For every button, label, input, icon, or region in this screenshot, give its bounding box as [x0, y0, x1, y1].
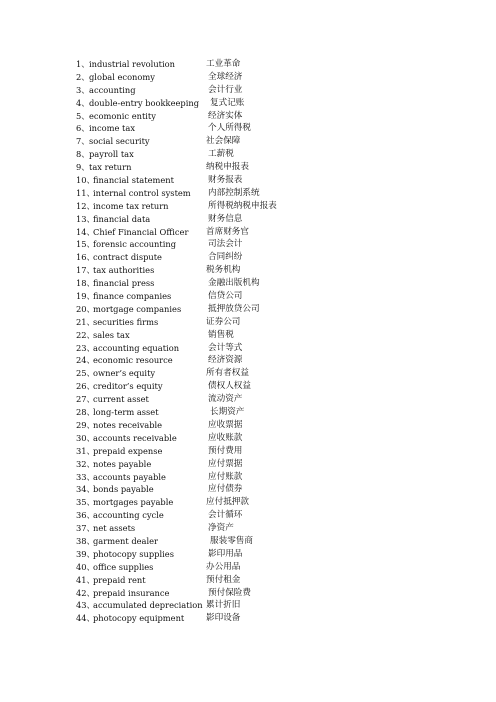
entry-number: 39、 — [76, 548, 95, 559]
chinese-term: 金融出版机构 — [208, 278, 260, 289]
chinese-term: 内部控制系统 — [208, 187, 260, 198]
english-term: securities firms — [93, 316, 159, 327]
entry-number: 25、 — [76, 368, 95, 379]
vocabulary-entry — [0, 290, 496, 303]
entry-number: 5、 — [76, 110, 90, 121]
entry-number: 26、 — [76, 381, 95, 392]
english-term: financial press — [93, 278, 155, 289]
english-term: accounts receivable — [93, 432, 177, 443]
chinese-term: 会计行业 — [208, 84, 243, 95]
english-term: social security — [89, 136, 150, 147]
chinese-term: 应付账款 — [208, 471, 243, 482]
entry-number: 32、 — [76, 458, 95, 469]
english-term: accounting — [89, 84, 136, 95]
english-term: internal control system — [93, 187, 191, 198]
english-term: prepaid rent — [93, 574, 146, 585]
entry-number: 11、 — [76, 187, 95, 198]
english-term: finance companies — [93, 291, 172, 302]
english-term: mortgage companies — [93, 303, 182, 314]
chinese-term: 办公用品 — [206, 561, 241, 572]
entry-number: 14、 — [76, 226, 95, 237]
english-term: long-term asset — [93, 407, 159, 418]
entry-number: 6、 — [76, 123, 90, 134]
chinese-term: 社会保障 — [206, 136, 241, 147]
entry-number: 41、 — [76, 574, 95, 585]
entry-number: 17、 — [76, 265, 95, 276]
entry-number: 37、 — [76, 523, 95, 534]
english-term: owner’s equity — [93, 368, 156, 379]
entry-number: 33、 — [76, 471, 95, 482]
english-term: ecomonic entity — [89, 110, 156, 121]
entry-number: 2、 — [76, 71, 90, 82]
entry-number: 3、 — [76, 84, 90, 95]
entry-number: 36、 — [76, 510, 95, 521]
chinese-term: 服装零售商 — [210, 535, 253, 546]
entry-number: 18、 — [76, 278, 95, 289]
entry-number: 28、 — [76, 407, 95, 418]
chinese-term: 经济实体 — [208, 110, 243, 121]
chinese-term: 首席财务官 — [206, 226, 249, 237]
english-term: forensic accounting — [93, 239, 177, 250]
vocabulary-entry — [0, 251, 496, 264]
chinese-term: 工薪税 — [208, 149, 234, 160]
english-term: industrial revolution — [89, 59, 175, 69]
english-term: notes payable — [93, 458, 152, 469]
vocabulary-entry — [0, 187, 496, 200]
chinese-term: 预付费用 — [208, 445, 243, 456]
chinese-term: 证券公司 — [206, 316, 241, 327]
chinese-term: 应收票据 — [208, 419, 243, 430]
vocabulary-entry — [0, 548, 496, 561]
vocabulary-entry — [0, 97, 496, 110]
english-term: global economy — [89, 71, 155, 82]
chinese-term: 净资产 — [208, 523, 234, 534]
entry-number: 1、 — [76, 59, 90, 69]
chinese-term: 应付抵押款 — [206, 497, 249, 508]
vocabulary-entry — [0, 496, 496, 509]
chinese-term: 财务报表 — [208, 175, 243, 186]
chinese-term: 经济资源 — [208, 355, 243, 366]
chinese-term: 影印用品 — [208, 548, 243, 559]
chinese-term: 应付债券 — [208, 484, 243, 495]
english-term: contract dispute — [93, 252, 162, 263]
english-term: creditor’s equity — [93, 381, 163, 392]
vocabulary-entry — [0, 587, 496, 600]
entry-number: 10、 — [76, 175, 95, 186]
vocabulary-entry — [0, 561, 496, 574]
chinese-term: 复式记账 — [210, 97, 245, 108]
english-term: prepaid insurance — [93, 587, 170, 598]
entry-number: 9、 — [76, 162, 90, 173]
chinese-term: 预付保险费 — [208, 587, 251, 598]
chinese-term: 全球经济 — [208, 71, 243, 82]
english-term: photocopy supplies — [93, 548, 174, 559]
chinese-term: 工业革命 — [206, 59, 241, 69]
english-term: current asset — [93, 394, 149, 405]
entry-number: 24、 — [76, 355, 95, 366]
vocabulary-entry — [0, 380, 496, 393]
entry-number: 42、 — [76, 587, 95, 598]
chinese-term: 司法会计 — [208, 239, 243, 250]
english-term: payroll tax — [89, 149, 134, 160]
entry-number: 44、 — [76, 613, 95, 624]
chinese-term: 长期资产 — [210, 407, 245, 418]
english-term: tax authorities — [93, 265, 155, 276]
chinese-term: 应收账款 — [208, 432, 243, 443]
vocabulary-entry — [0, 122, 496, 135]
vocabulary-entry — [0, 393, 496, 406]
entry-number: 20、 — [76, 303, 95, 314]
vocabulary-entry — [0, 135, 496, 148]
english-term: sales tax — [93, 329, 130, 340]
chinese-term: 合同纠纷 — [208, 252, 243, 263]
entry-number: 4、 — [76, 97, 90, 108]
chinese-term: 财务信息 — [208, 213, 243, 224]
english-term: financial statement — [93, 175, 174, 186]
vocabulary-list — [0, 58, 496, 625]
english-term: economic resource — [93, 355, 173, 366]
vocabulary-entry — [0, 419, 496, 432]
english-term: double-entry bookkeeping — [89, 97, 200, 108]
english-term: financial data — [93, 213, 151, 224]
vocabulary-entry — [0, 303, 496, 316]
vocabulary-entry — [0, 71, 496, 84]
english-term: bonds payable — [93, 484, 154, 495]
english-term: income tax return — [93, 200, 169, 211]
vocabulary-entry — [0, 213, 496, 226]
vocabulary-entry — [0, 226, 496, 239]
chinese-term: 抵押放贷公司 — [208, 303, 260, 314]
entry-number: 29、 — [76, 419, 95, 430]
chinese-term: 信贷公司 — [208, 291, 243, 302]
vocabulary-entry — [0, 354, 496, 367]
vocabulary-entry — [0, 432, 496, 445]
entry-number: 40、 — [76, 561, 95, 572]
entry-number: 27、 — [76, 394, 95, 405]
vocabulary-entry — [0, 509, 496, 522]
vocabulary-entry — [0, 535, 496, 548]
vocabulary-entry — [0, 174, 496, 187]
chinese-term: 累计折旧 — [206, 600, 241, 611]
chinese-term: 纳税申报表 — [206, 162, 249, 173]
entry-number: 34、 — [76, 484, 95, 495]
vocabulary-entry — [0, 406, 496, 419]
entry-number: 23、 — [76, 342, 95, 353]
vocabulary-entry — [0, 84, 496, 97]
vocabulary-entry — [0, 277, 496, 290]
english-term: tax return — [89, 162, 132, 173]
chinese-term: 会计循环 — [208, 510, 243, 521]
vocabulary-entry — [0, 471, 496, 484]
chinese-term: 影印设备 — [206, 613, 241, 624]
entry-number: 43、 — [76, 600, 95, 611]
chinese-term: 会计等式 — [208, 342, 243, 353]
vocabulary-entry — [0, 161, 496, 174]
entry-number: 16、 — [76, 252, 95, 263]
vocabulary-entry — [0, 612, 496, 625]
chinese-term: 个人所得税 — [208, 123, 251, 134]
english-term: notes receivable — [93, 419, 163, 430]
entry-number: 38、 — [76, 535, 95, 546]
entry-number: 8、 — [76, 149, 90, 160]
english-term: mortgages payable — [93, 497, 174, 508]
english-term: accounting equation — [93, 342, 180, 353]
entry-number: 15、 — [76, 239, 95, 250]
vocabulary-entry — [0, 445, 496, 458]
chinese-term: 预付租金 — [206, 574, 241, 585]
english-term: office supplies — [93, 561, 154, 572]
entry-number: 12、 — [76, 200, 95, 211]
english-term: accumulated depreciation — [93, 600, 203, 611]
entry-number: 30、 — [76, 432, 95, 443]
chinese-term: 所有者权益 — [206, 368, 249, 379]
vocabulary-entry — [0, 367, 496, 380]
entry-number: 31、 — [76, 445, 95, 456]
english-term: Chief Financial Officer — [93, 226, 189, 237]
english-term: accounts payable — [93, 471, 166, 482]
chinese-term: 应付票据 — [208, 458, 243, 469]
vocabulary-entry — [0, 316, 496, 329]
english-term: garment dealer — [93, 535, 159, 546]
entry-number: 21、 — [76, 316, 95, 327]
english-term: accounting cycle — [93, 510, 164, 521]
chinese-term: 销售税 — [208, 329, 234, 340]
entry-number: 7、 — [76, 136, 90, 147]
vocabulary-entry — [0, 329, 496, 342]
vocabulary-entry — [0, 599, 496, 612]
english-term: income tax — [89, 123, 136, 134]
english-term: prepaid expense — [93, 445, 163, 456]
entry-number: 22、 — [76, 329, 95, 340]
entry-number: 19、 — [76, 291, 95, 302]
vocabulary-entry — [0, 264, 496, 277]
vocabulary-entry — [0, 483, 496, 496]
chinese-term: 流动资产 — [208, 394, 243, 405]
vocabulary-entry — [0, 522, 496, 535]
vocabulary-entry — [0, 458, 496, 471]
entry-number: 13、 — [76, 213, 95, 224]
vocabulary-entry — [0, 238, 496, 251]
vocabulary-entry — [0, 342, 496, 355]
vocabulary-entry — [0, 58, 496, 71]
chinese-term: 税务机构 — [206, 265, 241, 276]
english-term: net assets — [93, 523, 136, 534]
entry-number: 35、 — [76, 497, 95, 508]
vocabulary-entry — [0, 110, 496, 123]
english-term: photocopy equipment — [93, 613, 185, 624]
chinese-term: 债权人权益 — [208, 381, 251, 392]
vocabulary-entry — [0, 574, 496, 587]
vocabulary-entry — [0, 148, 496, 161]
chinese-term: 所得税纳税申报表 — [208, 200, 277, 211]
vocabulary-entry — [0, 200, 496, 213]
